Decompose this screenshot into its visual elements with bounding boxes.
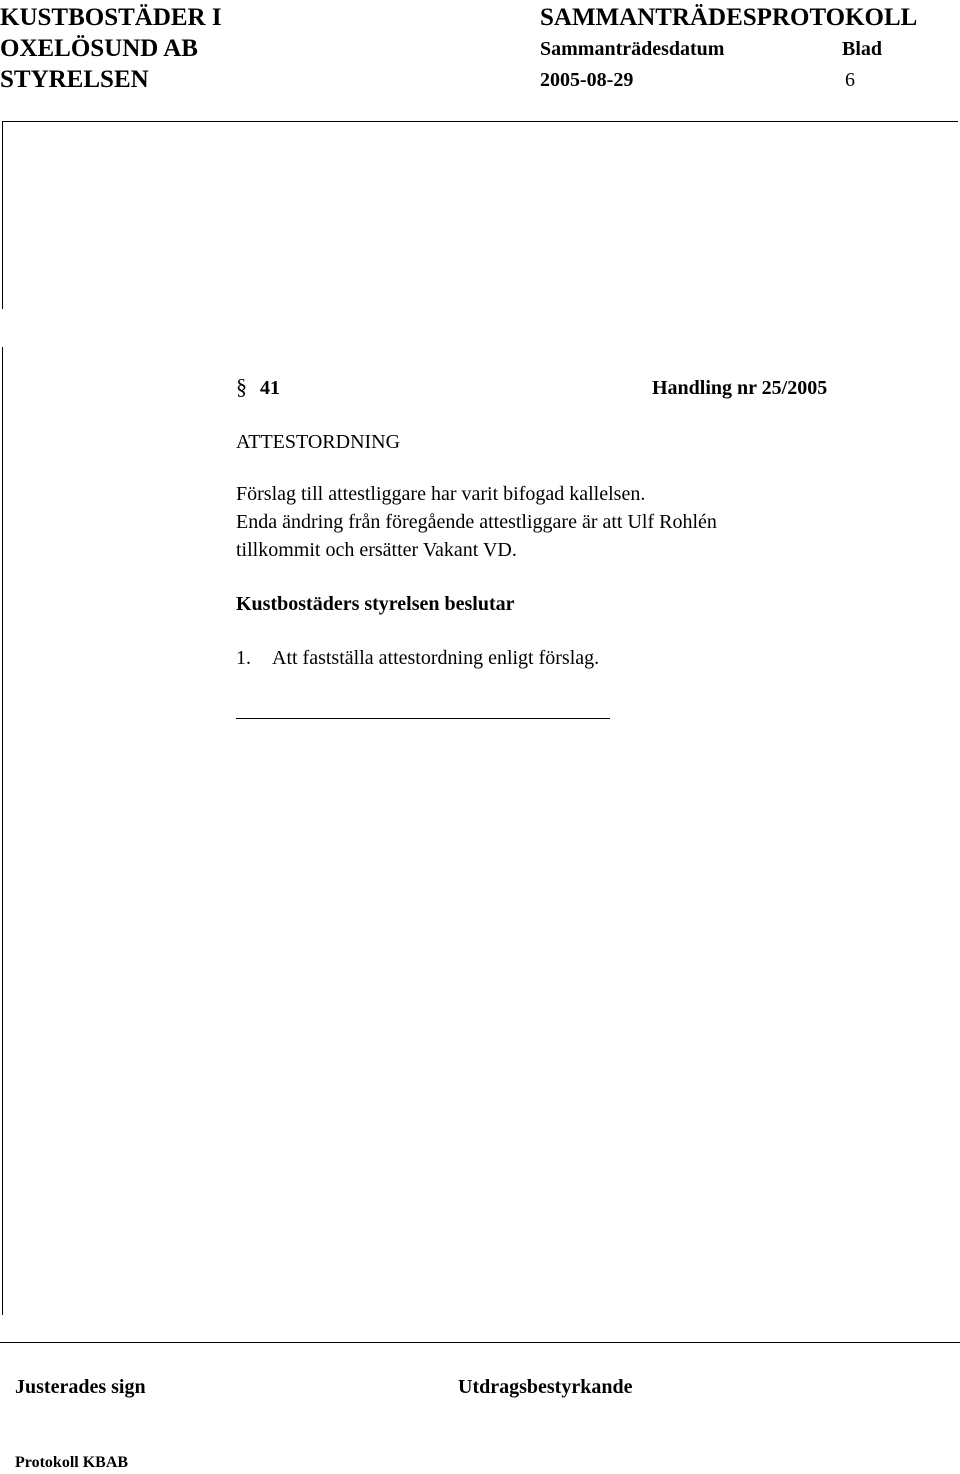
page-label: Blad	[842, 38, 883, 60]
left-margin-line-top	[2, 121, 3, 309]
footer-rule	[0, 1342, 960, 1343]
header-rule	[2, 121, 958, 122]
decision-heading: Kustbostäders styrelsen beslutar	[236, 593, 515, 615]
body-line-3: tillkommit och ersätter Vakant VD.	[236, 539, 517, 561]
page-number: 6	[845, 69, 855, 91]
paragraph-symbol: §	[236, 374, 247, 399]
signature-label: Justerades sign	[15, 1376, 146, 1398]
section-end-rule	[236, 718, 610, 719]
document-type: SAMMANTRÄDESPROTOKOLL	[540, 4, 918, 31]
decision-item-text: Att fastställa attestordning enligt förslag.	[272, 647, 600, 669]
organization-name-line1: KUSTBOSTÄDER I	[0, 4, 222, 31]
organization-name-line2: OXELÖSUND AB	[0, 35, 198, 62]
meeting-date-value: 2005-08-29	[540, 69, 634, 91]
left-margin-line-main	[2, 347, 3, 1315]
certification-label: Utdragsbestyrkande	[458, 1376, 633, 1398]
organization-name-line3: STYRELSEN	[0, 66, 149, 93]
decision-item-number: 1.	[236, 647, 251, 669]
body-line-2: Enda ändring från föregående attestliggare är att Ulf Rohlén	[236, 511, 717, 533]
section-title: ATTESTORDNING	[236, 431, 401, 453]
section-number: 41	[260, 377, 280, 399]
body-line-1: Förslag till attestliggare har varit bifogad kallelsen.	[236, 483, 646, 505]
meeting-date-label: Sammanträdesdatum	[540, 38, 725, 60]
document-id: Protokoll KBAB	[15, 1454, 129, 1471]
document-reference: Handling nr 25/2005	[652, 377, 828, 399]
